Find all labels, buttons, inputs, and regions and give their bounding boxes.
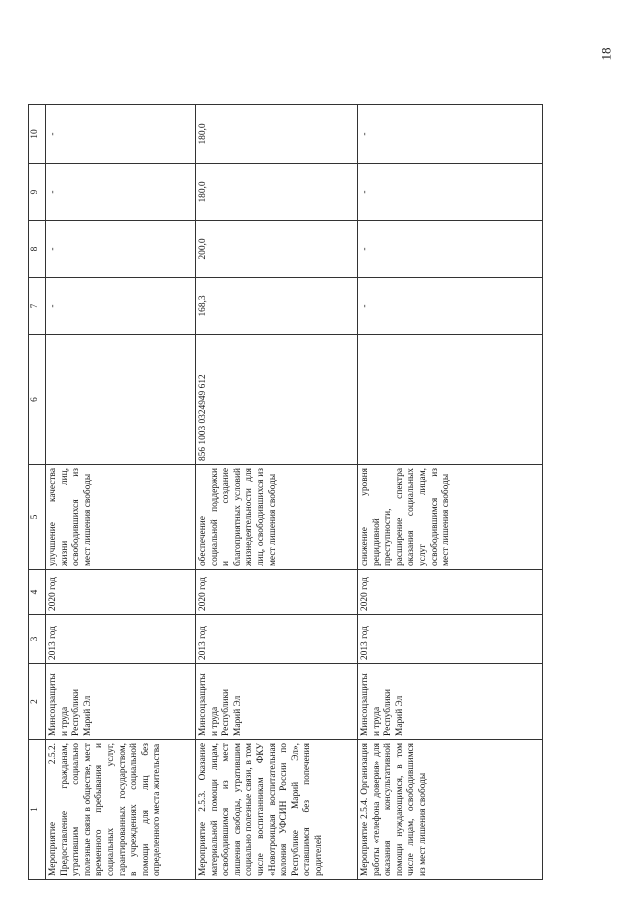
end-year-cell: 2020 год xyxy=(196,570,358,615)
start-year-cell: 2013 год xyxy=(46,615,196,664)
measure-cell: Мероприятие 2.5.3. Оказание материальной помощи лицам, освободившимся из мест лишения свободы, утратившим социально полезные связи, в том числе воспитанникам ФКУ «Новотроицкая воспитательная колония УФСИН России по Республике Марий Эл», оставшимся без попечения родителей xyxy=(196,740,358,880)
col-header-6: 6 xyxy=(29,335,46,465)
col-header-9: 9 xyxy=(29,164,46,221)
executor-cell: Минсоцзащиты и труда Республики Марий Эл xyxy=(358,664,543,740)
value-col8-cell: - xyxy=(46,221,196,278)
col-header-5: 5 xyxy=(29,465,46,570)
result-cell: обеспечение социальной поддержки и создание благоприятных условий жизнедеятельности для лиц, освободившихся из мест лишения свободы xyxy=(196,465,358,570)
value-col9-cell: 180,0 xyxy=(196,164,358,221)
page-number: 18 xyxy=(598,47,614,61)
start-year-cell: 2013 год xyxy=(358,615,543,664)
col-header-2: 2 xyxy=(29,664,46,740)
value-col10-cell: - xyxy=(46,105,196,164)
value-col8-cell: - xyxy=(358,221,543,278)
col-header-10: 10 xyxy=(29,105,46,164)
budget-code-cell: 856 1003 0324949 612 xyxy=(196,335,358,465)
value-col10-cell: 180,0 xyxy=(196,105,358,164)
table-row xyxy=(46,105,196,880)
measure-cell: Мероприятие 2.5.2. Предоставление гражданам, утратившим социально полезные связи в обществе, мест временного пребывания и социальных услуг, гарантированных государством, в учреждениях социальной помощи для лиц без определенного места жительства xyxy=(46,740,196,880)
value-col7-cell: - xyxy=(46,278,196,335)
executor-cell: Минсоцзащиты и труда Республики Марий Эл xyxy=(196,664,358,740)
measure-cell: Мероприятие 2.5.4. Организация работы «телефона доверия» для оказания консультативной помощи нуждающимся, в том числе лицам, освободившимся из мест лишения свободы xyxy=(358,740,543,880)
value-col8-cell: 200,0 xyxy=(196,221,358,278)
table-row xyxy=(196,105,358,880)
end-year-cell: 2020 год xyxy=(358,570,543,615)
budget-code-cell xyxy=(358,335,543,465)
col-header-3: 3 xyxy=(29,615,46,664)
value-col10-cell: - xyxy=(358,105,543,164)
col-header-1: 1 xyxy=(29,740,46,880)
executor-cell: Минсоцзащиты и труда Республики Марий Эл xyxy=(46,664,196,740)
program-measures-table xyxy=(28,104,543,880)
result-cell: снижение уровня рецидивной преступности, расширение спектра оказания социальных услуг лицам, освободившимся из мест лишения свободы xyxy=(358,465,543,570)
value-col7-cell: 168,3 xyxy=(196,278,358,335)
result-cell: улучшение качества жизни лиц, освободившихся из мест лишения свободы xyxy=(46,465,196,570)
budget-code-cell xyxy=(46,335,196,465)
rotated-page-content xyxy=(28,105,588,880)
value-col9-cell: - xyxy=(358,164,543,221)
col-header-7: 7 xyxy=(29,278,46,335)
value-col7-cell: - xyxy=(358,278,543,335)
table-row xyxy=(358,105,543,880)
col-header-4: 4 xyxy=(29,570,46,615)
col-header-8: 8 xyxy=(29,221,46,278)
end-year-cell: 2020 год xyxy=(46,570,196,615)
header-row xyxy=(29,105,46,880)
start-year-cell: 2013 год xyxy=(196,615,358,664)
value-col9-cell: - xyxy=(46,164,196,221)
